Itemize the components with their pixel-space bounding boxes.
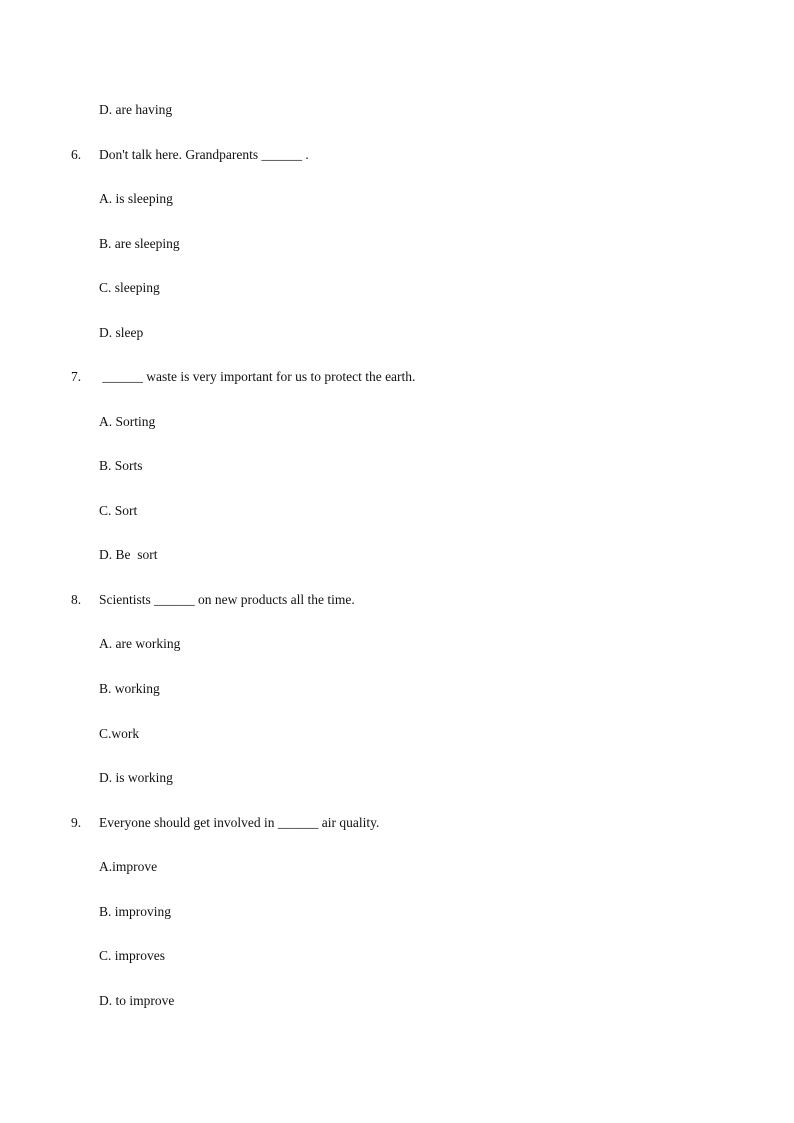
option-q7-d: D. Be sort	[99, 547, 158, 562]
question-7-number: 7.	[71, 369, 82, 384]
option-q8-c: C.work	[99, 726, 140, 741]
question-8-stem: Scientists ______ on new products all the time.	[99, 592, 355, 607]
question-6-number: 6.	[71, 147, 82, 162]
option-q9-c: C. improves	[99, 948, 165, 963]
option-q6-c: C. sleeping	[99, 280, 160, 295]
option-q7-a: A. Sorting	[99, 414, 156, 429]
option-q7-b: B. Sorts	[99, 458, 143, 473]
option-q6-a: A. is sleeping	[99, 191, 173, 206]
option-q8-d: D. is working	[99, 770, 173, 785]
question-7-stem: ______ waste is very important for us to protect the earth.	[99, 369, 416, 384]
question-8-number: 8.	[71, 592, 82, 607]
option-q8-a: A. are working	[99, 636, 181, 651]
question-9-stem: Everyone should get involved in ______ air quality.	[99, 815, 380, 830]
option-q6-b: B. are sleeping	[99, 236, 180, 251]
option-q6-d: D. sleep	[99, 325, 144, 340]
option-q5-d: D. are having	[99, 102, 173, 117]
option-q9-d: D. to improve	[99, 993, 175, 1008]
option-q7-c: C. Sort	[99, 503, 138, 518]
option-q9-b: B. improving	[99, 904, 172, 919]
option-q8-b: B. working	[99, 681, 160, 696]
question-9-number: 9.	[71, 815, 82, 830]
option-q9-a: A.improve	[99, 859, 158, 874]
question-6-stem: Don't talk here. Grandparents ______ .	[99, 147, 309, 162]
